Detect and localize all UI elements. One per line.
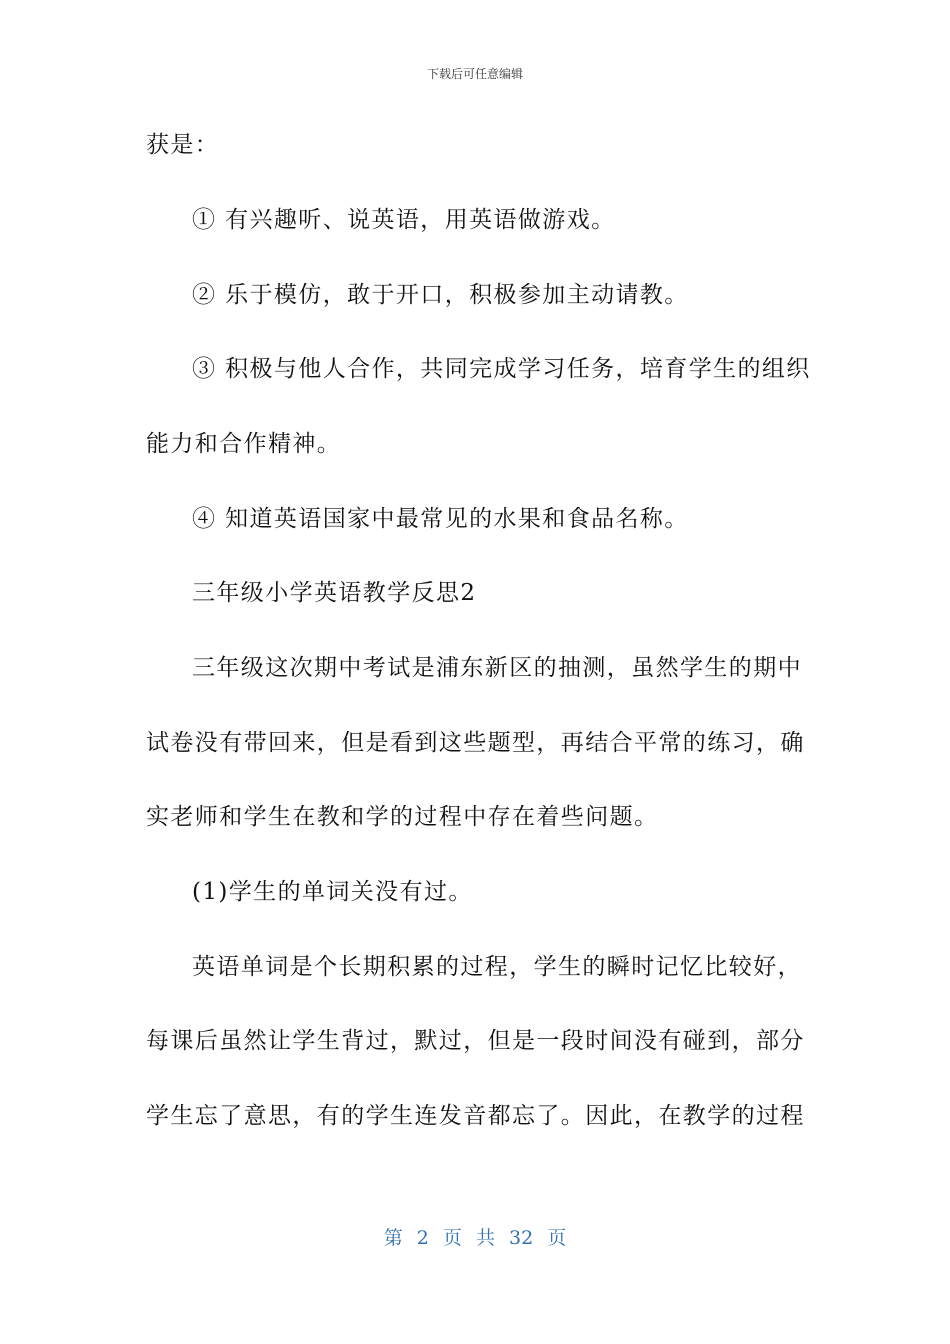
paragraph-line: 三年级这次期中考试是浦东新区的抽测，虽然学生的期中 — [192, 655, 802, 681]
page-header: 下载后可任意编辑 — [426, 67, 523, 81]
paragraph-line: 学生忘了意思，有的学生连发音都忘了。因此，在教学的过程 — [146, 1103, 805, 1129]
list-item: ④ 知道英语国家中最常见的水果和食品名称。 — [192, 506, 689, 532]
text-line: 能力和合作精神。 — [146, 431, 342, 457]
list-item: ① 有兴趣听、说英语，用英语做游戏。 — [192, 207, 616, 233]
paragraph-line: 英语单词是个长期积累的过程，学生的瞬时记忆比较好， — [192, 954, 802, 980]
paragraph-line: 实老师和学生在教和学的过程中存在着些问题。 — [146, 804, 659, 830]
subheading: (1)学生的单词关没有过。 — [192, 879, 473, 905]
paragraph-line: 每课后虽然让学生背过，默过，但是一段时间没有碰到，部分 — [146, 1028, 805, 1054]
section-title: 三年级小学英语教学反思2 — [192, 580, 477, 606]
text-line: 获是： — [146, 132, 220, 158]
paragraph-line: 试卷没有带回来，但是看到这些题型，再结合平常的练习，确 — [146, 730, 805, 756]
page-footer: 第 2 页 共 32 页 — [383, 1227, 567, 1249]
list-item: ③ 积极与他人合作，共同完成学习任务，培育学生的组织 — [192, 356, 811, 382]
list-item: ② 乐于模仿，敢于开口，积极参加主动请教。 — [192, 282, 689, 308]
